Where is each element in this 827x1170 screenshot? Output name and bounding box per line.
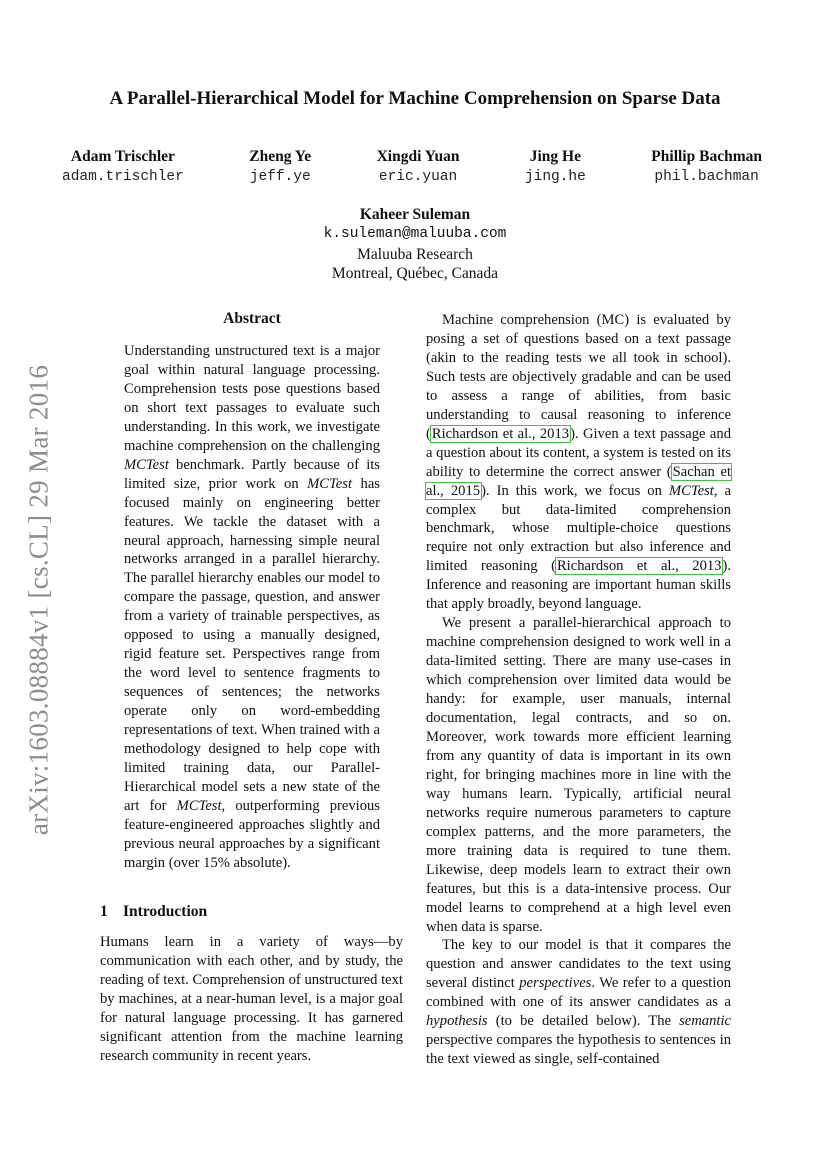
author-email: eric.yuan	[378, 169, 458, 185]
abstract-heading: Abstract	[223, 310, 281, 327]
author-email: adam.trischler	[62, 169, 184, 185]
author	[651, 147, 762, 187]
citation-link[interactable]: Richardson et al., 2013	[431, 425, 570, 442]
paper-title: A Parallel-Hierarchical Model for Machine Comprehension on Sparse Data	[109, 88, 721, 109]
section-title: Introduction	[123, 903, 208, 920]
section-number: 1	[100, 903, 108, 920]
author-name: Zheng Ye	[249, 148, 312, 165]
author	[525, 147, 586, 187]
intro-paragraph: Humans learn in a variety of ways—by communication with each other, and by study, the reading of text. Comprehension of unstructured text by machines, at a near-human level, is a major goal for natural language processing. It has garnered significant attention from the machine learning research community in recent years.	[100, 934, 403, 1064]
author-list	[62, 147, 762, 187]
citation-link[interactable]: Richardson et al., 2013	[556, 558, 722, 575]
paragraph: The key to our model is that it compares the question and answer candidates to the text using several distinct perspectives. We refer to a question combined with one of its answer candidates as a hypothesis (to be detailed below). The semantic perspective compares the hypothesis to sentences in the text viewed as single, self-contained	[426, 937, 731, 1068]
author-email: jing.he	[524, 169, 586, 185]
author-name: Adam Trischler	[70, 148, 175, 165]
author-email: phil.bachman	[654, 169, 759, 185]
author-name: Jing He	[529, 148, 581, 165]
lead-author-email: k.suleman@maluuba.com	[323, 226, 507, 242]
right-column	[426, 311, 731, 1069]
affiliation-block	[200, 205, 630, 284]
author-name: Xingdi Yuan	[376, 148, 460, 165]
section-heading	[100, 902, 207, 922]
author	[62, 147, 184, 187]
author	[377, 147, 460, 187]
arxiv-stamp: arXiv:1603.08884v1 [cs.CL] 29 Mar 2016	[23, 364, 54, 836]
paragraph: Machine comprehension (MC) is evaluated by posing a set of questions based on a text passage (akin to the reading tests we all took in school). Such tests are objectively gradable and can be used to assess a range of abilities, from basic understanding to causal reasoning to inference (Richardson et al., 2013). Given a text passage and a question about its content, a system is tested on its ability to determine the correct answer (Sachan et al., 2015). In this work, we focus on MCTest, a complex but data-limited comprehension benchmark, whose multiple-choice questions require not only extraction but also inference and limited reasoning (Richardson et al., 2013). Inference and reasoning are important human skills that apply broadly, beyond language.	[426, 312, 732, 613]
paragraph: We present a parallel-hierarchical approach to machine comprehension designed to work well in a data-limited setting. There are many use-cases in which comprehension over limited data would be handy: for example, user manuals, internal documentation, legal contracts, and so on. Moreover, work towards more efficient learning from any quantity of data is important in its own right, for bringing machines more in line with the way humans learn. Typically, artificial neural networks require numerous parameters to capture complex patterns, and the more parameters, the more training data is required to tune them. Likewise, deep models learn to extract their own features, but this is a data-intensive process. Our model learns to comprehend at a high level even when data is sparse.	[426, 615, 731, 935]
citation-link[interactable]: Sachan et al., 2015	[426, 463, 732, 499]
location: Montreal, Québec, Canada	[331, 265, 499, 282]
lead-author-name: Kaheer Suleman	[359, 206, 471, 223]
author-email: jeff.ye	[249, 169, 311, 185]
author	[249, 147, 311, 187]
affiliation: Maluuba Research	[357, 245, 473, 263]
author-name: Phillip Bachman	[651, 148, 762, 165]
abstract-body: Understanding unstructured text is a major goal within natural language processing. Comprehension tests pose questions based on short text passages to evaluate such understanding. In this work, we investigate machine comprehension on the challenging MCTest benchmark. Partly because of its limited size, prior work on MCTest has focused mainly on engineering better features. We tackle the dataset with a neural approach, harnessing simple neural networks arranged in a parallel hierarchy. The parallel hierarchy enables our model to compare the passage, question, and answer from a variety of trainable perspectives, as opposed to using a manually designed, rigid feature set. Perspectives range from the word level to sentence fragments to sequences of sentences; the networks operate only on word-embedding representations of text. When trained with a methodology designed to help cope with limited training data, our Parallel-Hierarchical model sets a new state of the art for MCTest, outperforming previous feature-engineered approaches slightly and previous neural approaches by a significant margin (over 15% absolute).	[124, 343, 380, 871]
